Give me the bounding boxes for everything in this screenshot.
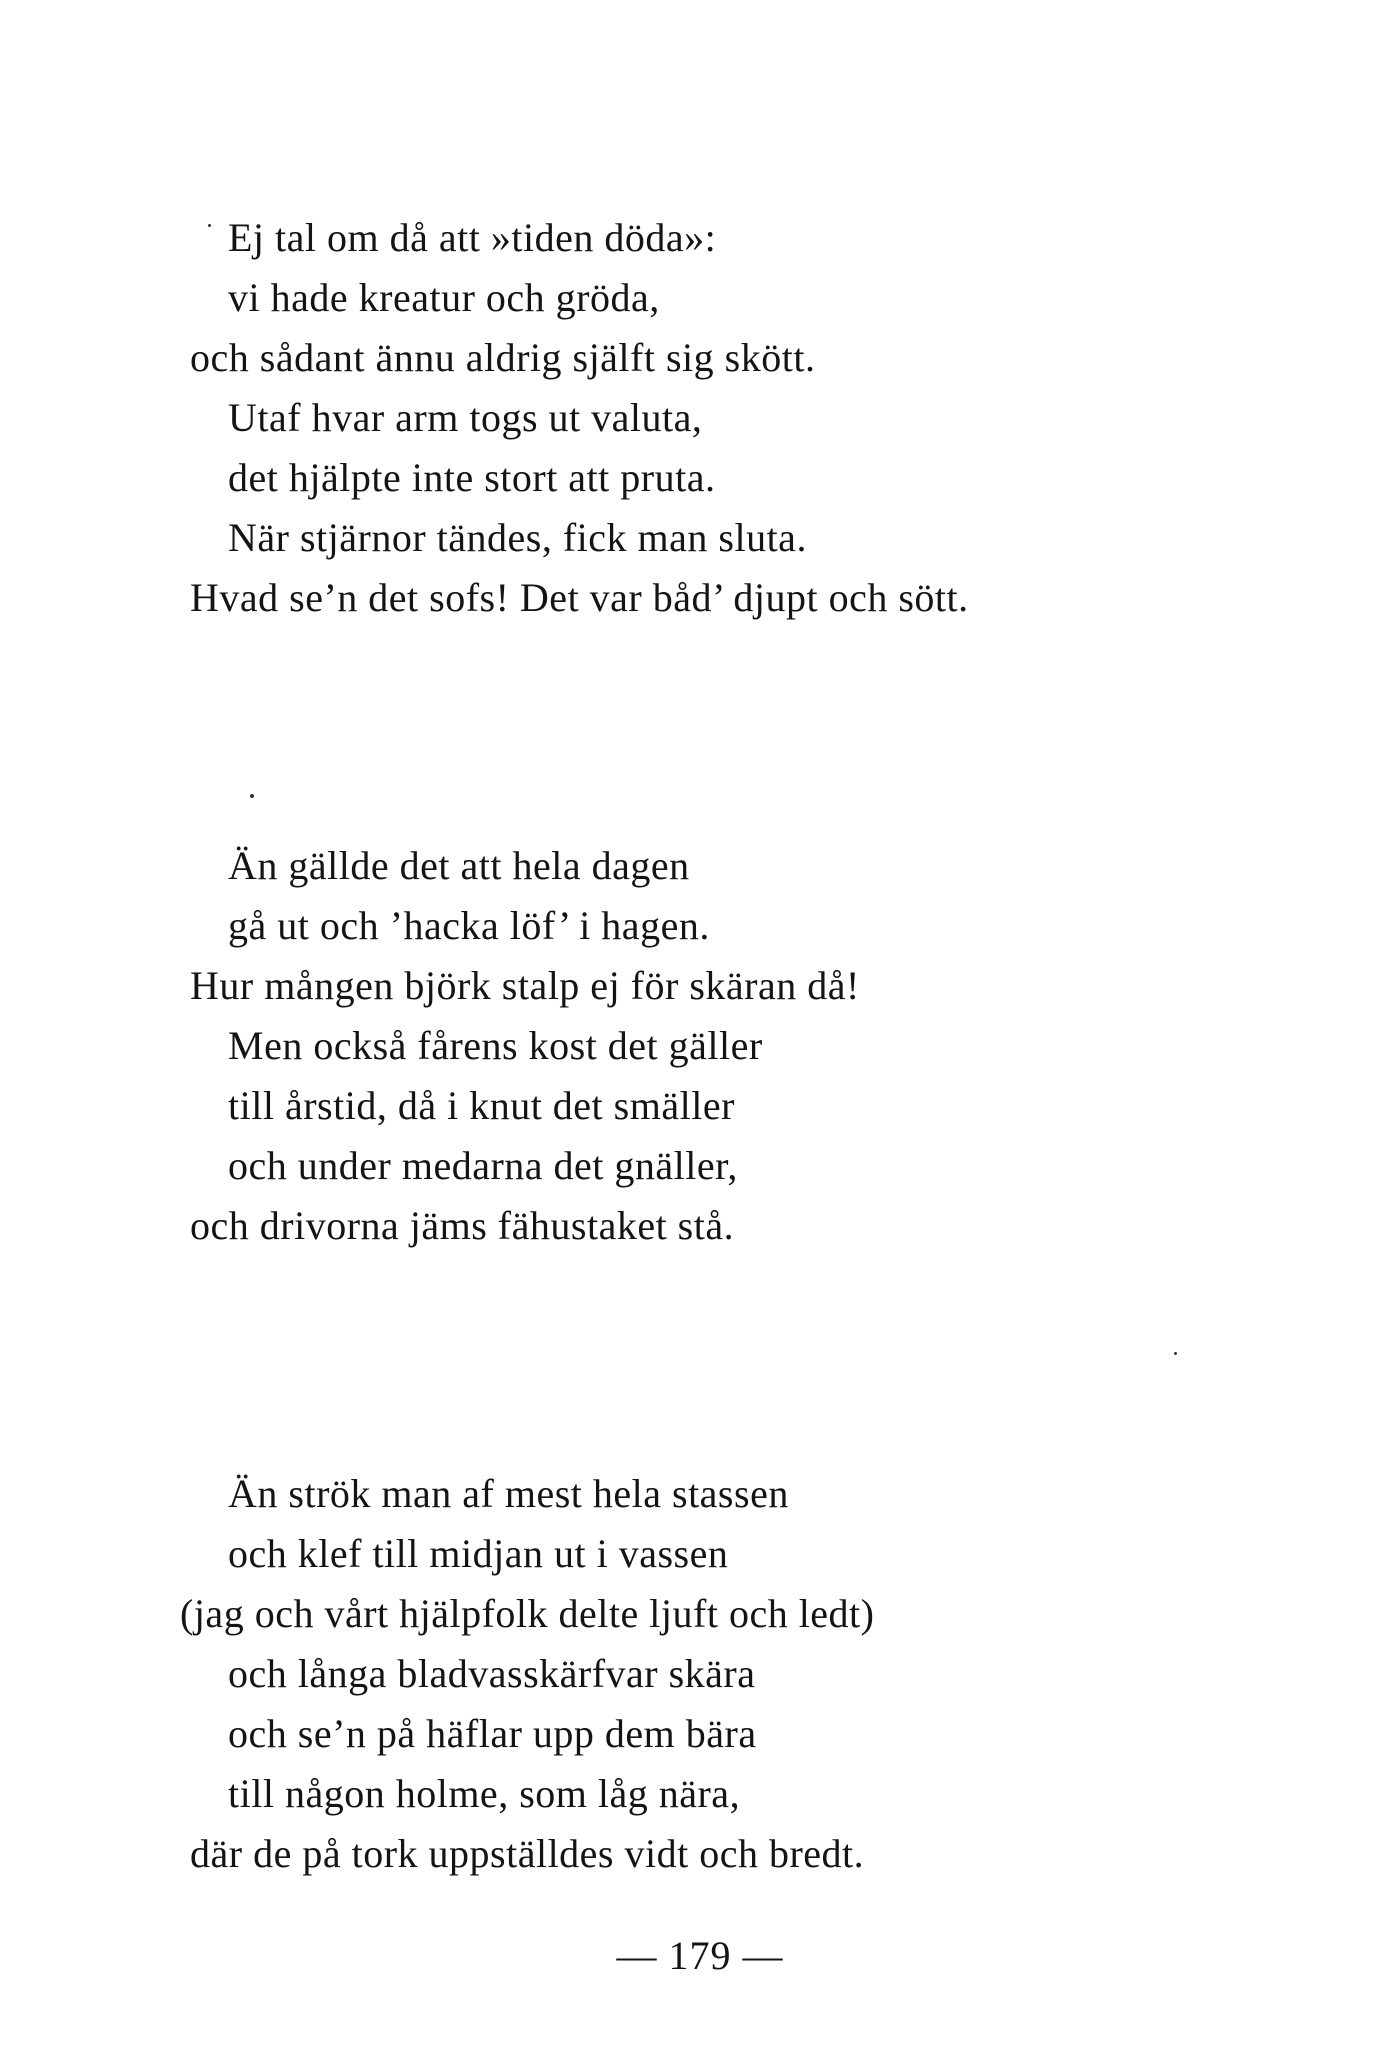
- verse-line: till årstid, då i knut det smäller: [228, 1083, 735, 1128]
- verse-line: Än strök man af mest hela stassen: [228, 1471, 789, 1516]
- verse-line: och klef till midjan ut i vassen: [228, 1531, 729, 1576]
- verse-line: (jag och vårt hjälpfolk delte ljuft och ledt): [180, 1591, 875, 1636]
- scan-speck: [250, 794, 254, 798]
- verse-line: gå ut och ’hacka löf’ i hagen.: [228, 903, 710, 948]
- verse-line: Utaf hvar arm togs ut valuta,: [228, 395, 703, 440]
- verse-line: där de på tork uppställdes vidt och bredt.: [190, 1831, 865, 1876]
- scan-speck: [1174, 1352, 1177, 1355]
- stanza-2: [180, 836, 1180, 1256]
- scan-speck: [208, 224, 211, 227]
- verse-line: till någon holme, som låg nära,: [228, 1771, 741, 1816]
- verse-line: Än gällde det att hela dagen: [228, 843, 690, 888]
- verse-line: Hvad se’n det sofs! Det var båd’ djupt och sött.: [190, 575, 969, 620]
- stanza-3: [180, 1464, 1180, 1884]
- verse-line: Men också fårens kost det gäller: [228, 1023, 763, 1068]
- verse-line: Hur mången björk stalp ej för skäran då!: [190, 963, 860, 1008]
- page-number: — 179 —: [616, 1933, 784, 1978]
- verse-line: och drivorna jäms fähustaket stå.: [190, 1203, 735, 1248]
- verse-line: Ej tal om då att »tiden döda»:: [228, 215, 717, 260]
- verse-line: och sådant ännu aldrig själft sig skött.: [190, 335, 816, 380]
- verse-line: och se’n på häflar upp dem bära: [228, 1711, 757, 1756]
- verse-line: När stjärnor tändes, fick man sluta.: [228, 515, 807, 560]
- verse-line: vi hade kreatur och gröda,: [228, 275, 660, 320]
- verse-line: och långa bladvasskärfvar skära: [228, 1651, 756, 1696]
- verse-line: det hjälpte inte stort att pruta.: [228, 455, 716, 500]
- verse-line: och under medarna det gnäller,: [228, 1143, 738, 1188]
- stanza-1: [180, 208, 1180, 628]
